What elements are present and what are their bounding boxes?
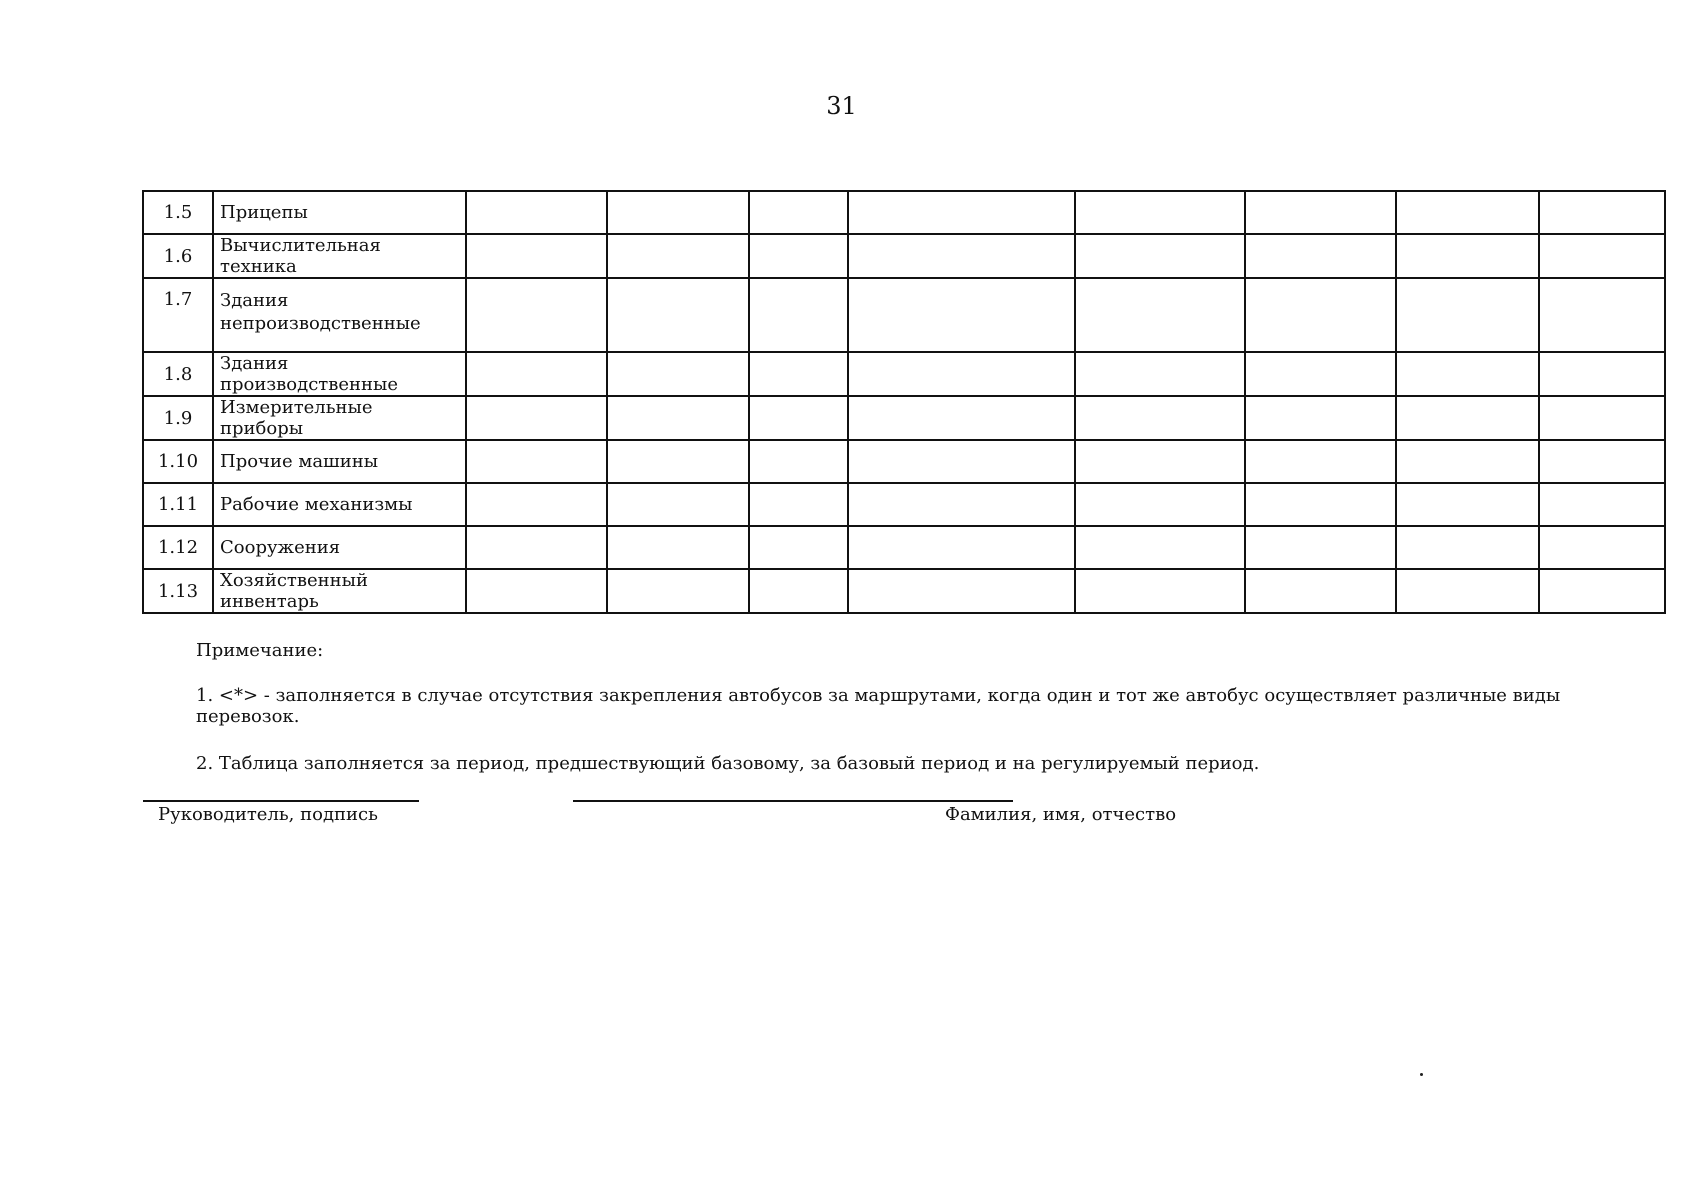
empty-cell[interactable] [607, 234, 749, 278]
empty-cell[interactable] [1245, 191, 1396, 234]
table-row [143, 191, 1665, 234]
empty-cell[interactable] [1075, 569, 1245, 613]
row-number: 1.11 [143, 483, 213, 526]
table-row [143, 352, 1665, 396]
empty-cell[interactable] [1075, 191, 1245, 234]
table-row [143, 278, 1665, 352]
notes-title: Примечание: [196, 640, 324, 661]
empty-cell[interactable] [607, 352, 749, 396]
empty-cell[interactable] [1245, 396, 1396, 440]
row-name: Измерительные приборы [213, 396, 466, 440]
row-name: Здания непроизводственные [213, 278, 466, 352]
empty-cell[interactable] [466, 352, 607, 396]
empty-cell[interactable] [466, 191, 607, 234]
row-name: Вычислительная техника [213, 234, 466, 278]
empty-cell[interactable] [1396, 278, 1539, 352]
table-row [143, 526, 1665, 569]
empty-cell[interactable] [848, 440, 1075, 483]
empty-cell[interactable] [848, 234, 1075, 278]
empty-cell[interactable] [466, 483, 607, 526]
empty-cell[interactable] [1539, 191, 1665, 234]
empty-cell[interactable] [607, 396, 749, 440]
empty-cell[interactable] [1075, 526, 1245, 569]
note-item-2: 2. Таблица заполняется за период, предшествующий базовому, за базовый период и на регулируемый период. [196, 753, 1260, 774]
empty-cell[interactable] [749, 352, 848, 396]
empty-cell[interactable] [848, 191, 1075, 234]
row-number: 1.10 [143, 440, 213, 483]
empty-cell[interactable] [749, 396, 848, 440]
empty-cell[interactable] [848, 483, 1075, 526]
row-name: Хозяйственный инвентарь [213, 569, 466, 613]
empty-cell[interactable] [848, 396, 1075, 440]
empty-cell[interactable] [848, 278, 1075, 352]
row-name: Рабочие механизмы [213, 483, 466, 526]
empty-cell[interactable] [749, 483, 848, 526]
row-name: Прочие машины [213, 440, 466, 483]
notes-section [196, 640, 1636, 800]
empty-cell[interactable] [607, 440, 749, 483]
assets-table [142, 190, 1666, 614]
empty-cell[interactable] [1075, 396, 1245, 440]
empty-cell[interactable] [1396, 352, 1539, 396]
row-number: 1.6 [143, 234, 213, 278]
empty-cell[interactable] [466, 569, 607, 613]
table-row [143, 483, 1665, 526]
signature-label-head: Руководитель, подпись [158, 804, 378, 825]
empty-cell[interactable] [1396, 234, 1539, 278]
empty-cell[interactable] [749, 278, 848, 352]
empty-cell[interactable] [1539, 440, 1665, 483]
row-number: 1.5 [143, 191, 213, 234]
empty-cell[interactable] [1245, 440, 1396, 483]
table-body [143, 191, 1665, 613]
empty-cell[interactable] [1539, 526, 1665, 569]
empty-cell[interactable] [1075, 440, 1245, 483]
signature-line-right [573, 800, 1013, 802]
empty-cell[interactable] [607, 191, 749, 234]
empty-cell[interactable] [607, 526, 749, 569]
empty-cell[interactable] [1075, 352, 1245, 396]
empty-cell[interactable] [1539, 396, 1665, 440]
empty-cell[interactable] [607, 278, 749, 352]
row-name: Здания производственные [213, 352, 466, 396]
empty-cell[interactable] [1245, 483, 1396, 526]
empty-cell[interactable] [1396, 483, 1539, 526]
row-number: 1.9 [143, 396, 213, 440]
empty-cell[interactable] [1396, 396, 1539, 440]
empty-cell[interactable] [1075, 278, 1245, 352]
empty-cell[interactable] [466, 526, 607, 569]
empty-cell[interactable] [1245, 278, 1396, 352]
empty-cell[interactable] [1396, 440, 1539, 483]
table-row [143, 440, 1665, 483]
empty-cell[interactable] [1245, 234, 1396, 278]
empty-cell[interactable] [1245, 569, 1396, 613]
row-number: 1.7 [143, 278, 213, 352]
empty-cell[interactable] [607, 483, 749, 526]
row-name: Прицепы [213, 191, 466, 234]
row-number: 1.8 [143, 352, 213, 396]
empty-cell[interactable] [1396, 526, 1539, 569]
table-row [143, 396, 1665, 440]
empty-cell[interactable] [1539, 278, 1665, 352]
empty-cell[interactable] [1396, 191, 1539, 234]
row-number: 1.12 [143, 526, 213, 569]
empty-cell[interactable] [1539, 352, 1665, 396]
empty-cell[interactable] [749, 191, 848, 234]
empty-cell[interactable] [749, 234, 848, 278]
table-row [143, 234, 1665, 278]
signature-line-left [143, 800, 419, 802]
empty-cell[interactable] [1539, 483, 1665, 526]
stray-dot [1420, 1073, 1423, 1076]
row-name: Сооружения [213, 526, 466, 569]
empty-cell[interactable] [749, 526, 848, 569]
empty-cell[interactable] [466, 278, 607, 352]
empty-cell[interactable] [1539, 234, 1665, 278]
row-number: 1.13 [143, 569, 213, 613]
empty-cell[interactable] [466, 234, 607, 278]
empty-cell[interactable] [848, 569, 1075, 613]
empty-cell[interactable] [607, 569, 749, 613]
empty-cell[interactable] [1245, 526, 1396, 569]
page-number: 31 [826, 92, 857, 120]
empty-cell[interactable] [848, 526, 1075, 569]
note-item-1: 1. <*> - заполняется в случае отсутствия закрепления автобусов за маршрутами, когда один и тот же автобус осуществляет различные виды перевозок. [196, 685, 1561, 727]
empty-cell[interactable] [749, 440, 848, 483]
empty-cell[interactable] [1539, 569, 1665, 613]
empty-cell[interactable] [848, 352, 1075, 396]
signature-label-name: Фамилия, имя, отчество [945, 804, 1177, 825]
empty-cell[interactable] [466, 440, 607, 483]
empty-cell[interactable] [1075, 234, 1245, 278]
table-row [143, 569, 1665, 613]
empty-cell[interactable] [1245, 352, 1396, 396]
empty-cell[interactable] [1075, 483, 1245, 526]
empty-cell[interactable] [1396, 569, 1539, 613]
empty-cell[interactable] [749, 569, 848, 613]
empty-cell[interactable] [466, 396, 607, 440]
